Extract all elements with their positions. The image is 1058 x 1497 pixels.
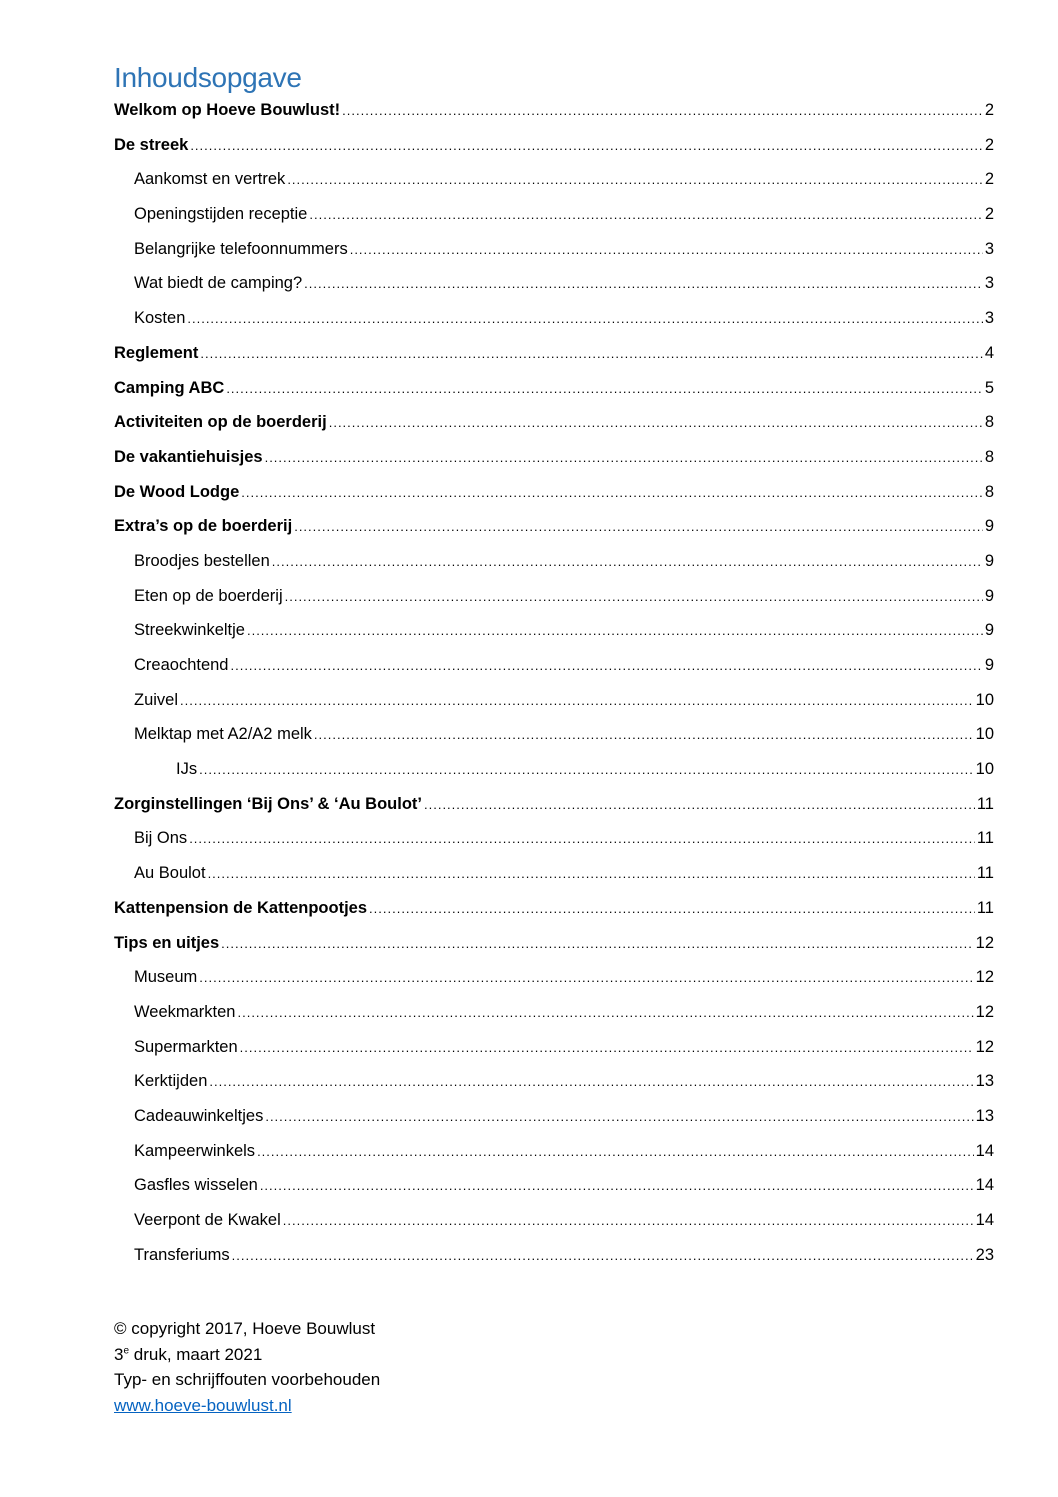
edition-suffix: e	[123, 1344, 130, 1356]
toc-entry-page-number: 11	[976, 898, 994, 917]
toc-dot-leader	[304, 267, 983, 302]
toc-dot-leader	[241, 476, 983, 511]
toc-entry-label: Streekwinkeltje	[134, 621, 245, 640]
toc-entry-label: Creaochtend	[134, 656, 229, 674]
toc-dot-leader	[329, 406, 983, 441]
toc-dot-leader	[209, 1065, 973, 1100]
toc-entry-page-number: 12	[975, 968, 994, 987]
toc-dot-leader	[369, 892, 975, 927]
toc-title: Inhoudsopgave	[114, 62, 302, 93]
toc-entry-label: Camping ABC	[114, 378, 225, 397]
toc-entry-page-number: 10	[975, 690, 994, 709]
toc-entry[interactable]	[114, 93, 994, 128]
toc-dot-leader	[226, 372, 983, 407]
toc-entry-page-number: 10	[975, 725, 994, 744]
toc-entry-label: Reglement	[114, 343, 199, 362]
toc-dot-leader	[247, 614, 983, 649]
toc-entry[interactable]	[114, 926, 994, 961]
toc-entry[interactable]	[114, 162, 994, 197]
toc-entry[interactable]	[114, 544, 994, 579]
toc-dot-leader	[294, 510, 983, 545]
toc-entry[interactable]	[114, 301, 994, 336]
toc-entry-label: Belangrijke telefoonnummers	[134, 239, 348, 258]
toc-entry[interactable]	[114, 995, 994, 1030]
table-of-contents	[114, 93, 994, 1272]
toc-entry[interactable]	[114, 787, 994, 822]
toc-entry-page-number: 9	[984, 551, 994, 570]
toc-entry[interactable]	[114, 232, 994, 267]
toc-entry-page-number: 9	[984, 621, 994, 640]
toc-entry[interactable]	[114, 266, 994, 301]
toc-dot-leader	[237, 996, 973, 1031]
toc-entry[interactable]	[114, 1168, 994, 1203]
toc-entry-label: Transferiums	[134, 1245, 230, 1264]
toc-entry-label: De vakantiehuisjes	[114, 447, 263, 466]
toc-entry-label: Cadeauwinkeltjes	[134, 1106, 264, 1125]
toc-entry-label: Au Boulot	[134, 864, 206, 883]
toc-entry-page-number: 8	[984, 482, 994, 501]
toc-dot-leader	[208, 857, 975, 892]
toc-dot-leader	[240, 1031, 974, 1066]
toc-entry-label: Kampeerwinkels	[134, 1141, 256, 1160]
toc-entry-page-number: 12	[975, 1037, 994, 1056]
toc-entry[interactable]	[114, 1064, 994, 1099]
toc-dot-leader	[221, 927, 974, 962]
toc-entry-label: Wat biedt de camping?	[134, 274, 303, 293]
toc-entry[interactable]	[114, 371, 994, 406]
toc-entry[interactable]	[114, 509, 994, 544]
toc-entry-label: Aankomst en vertrek	[134, 170, 286, 189]
toc-entry[interactable]	[114, 856, 994, 891]
toc-entry-page-number: 13	[975, 1072, 994, 1091]
toc-entry-label: Openingstijden receptie	[134, 205, 308, 224]
toc-dot-leader	[285, 580, 983, 615]
toc-entry-page-number: 10	[975, 760, 994, 779]
toc-dot-leader	[232, 1239, 974, 1274]
toc-dot-leader	[314, 718, 974, 753]
toc-entry-page-number: 3	[984, 274, 994, 293]
toc-entry-page-number: 23	[975, 1245, 994, 1264]
toc-entry[interactable]	[114, 1238, 994, 1273]
toc-entry-page-number: 12	[975, 933, 994, 952]
toc-entry-page-number: 14	[975, 1141, 994, 1160]
toc-entry[interactable]	[114, 197, 994, 232]
toc-entry-label: Broodjes bestellen	[134, 551, 270, 570]
toc-entry-label: Supermarkten	[134, 1037, 238, 1056]
toc-entry[interactable]	[114, 891, 994, 926]
toc-entry-page-number: 4	[984, 343, 994, 362]
toc-entry-page-number: 9	[984, 656, 994, 674]
toc-dot-leader	[190, 129, 983, 164]
toc-dot-leader	[309, 198, 982, 233]
toc-entry-page-number: 5	[984, 378, 994, 397]
toc-entry-label: Gasfles wisselen	[134, 1176, 258, 1195]
toc-dot-leader	[187, 302, 982, 337]
toc-entry-label: Melktap met A2/A2 melk	[134, 725, 312, 744]
toc-entry-label: De streek	[114, 135, 189, 154]
toc-entry[interactable]	[114, 1134, 994, 1169]
toc-entry[interactable]	[114, 128, 994, 163]
toc-dot-leader	[287, 163, 983, 198]
toc-entry-label: Welkom op Hoeve Bouwlust!	[114, 101, 341, 119]
toc-entry[interactable]	[114, 683, 994, 718]
toc-entry-page-number: 9	[984, 517, 994, 536]
edition-text: druk, maart 2021	[129, 1344, 263, 1364]
toc-dot-leader	[257, 1135, 974, 1170]
toc-entry[interactable]	[114, 1099, 994, 1134]
toc-dot-leader	[283, 1204, 974, 1239]
toc-entry-label: Tips en uitjes	[114, 933, 220, 952]
toc-entry-label: Activiteiten op de boerderij	[114, 413, 327, 432]
toc-entry-label: Kosten	[134, 309, 186, 328]
toc-entry-page-number: 3	[984, 309, 994, 328]
toc-entry[interactable]	[114, 1030, 994, 1065]
toc-dot-leader	[272, 545, 983, 580]
toc-entry[interactable]	[114, 648, 994, 683]
toc-entry[interactable]	[114, 613, 994, 648]
toc-entry-label: Kattenpension de Kattenpootjes	[114, 898, 368, 917]
toc-entry-label: Weekmarkten	[134, 1002, 236, 1021]
toc-entry-page-number: 11	[976, 864, 994, 883]
toc-entry-page-number: 11	[976, 829, 994, 848]
toc-entry-label: IJs	[176, 760, 198, 779]
toc-dot-leader	[342, 94, 983, 129]
toc-dot-leader	[189, 822, 975, 857]
toc-dot-leader	[424, 788, 975, 823]
toc-entry-page-number: 3	[984, 239, 994, 258]
toc-entry-page-number: 8	[984, 413, 994, 432]
toc-entry[interactable]	[114, 336, 994, 371]
toc-entry-label: Zorginstellingen ‘Bij Ons’ & ‘Au Boulot’	[114, 794, 422, 813]
toc-dot-leader	[199, 753, 974, 788]
footer	[114, 1316, 380, 1418]
toc-entry[interactable]	[114, 579, 994, 614]
toc-dot-leader	[180, 684, 974, 719]
toc-entry-label: Bij Ons	[134, 829, 188, 848]
toc-entry-label: De Wood Lodge	[114, 482, 240, 501]
toc-entry-page-number: 14	[975, 1176, 994, 1195]
toc-dot-leader	[230, 649, 982, 684]
toc-entry[interactable]	[114, 405, 994, 440]
toc-entry-label: Veerpont de Kwakel	[134, 1211, 281, 1229]
toc-entry-page-number: 11	[976, 794, 994, 813]
toc-entry-page-number: 2	[984, 135, 994, 154]
toc-entry-label: Eten op de boerderij	[134, 586, 283, 605]
toc-entry[interactable]	[114, 1203, 994, 1238]
edition-line	[114, 1342, 380, 1368]
toc-entry-label: Extra’s op de boerderij	[114, 517, 293, 536]
toc-entry-page-number: 2	[984, 101, 994, 119]
toc-entry-page-number: 9	[984, 586, 994, 605]
toc-entry[interactable]	[114, 440, 994, 475]
toc-entry-page-number: 2	[984, 205, 994, 224]
toc-dot-leader	[260, 1169, 974, 1204]
toc-entry[interactable]	[114, 752, 994, 787]
website-link[interactable]: www.hoeve-bouwlust.nl	[114, 1395, 292, 1415]
disclaimer: Typ- en schrijffouten voorbehouden	[114, 1370, 381, 1389]
copyright-notice: © copyright 2017, Hoeve Bouwlust	[114, 1319, 376, 1338]
toc-dot-leader	[265, 1100, 973, 1135]
toc-dot-leader	[200, 337, 982, 372]
toc-entry[interactable]	[114, 960, 994, 995]
toc-entry-label: Museum	[134, 968, 198, 987]
toc-entry-page-number: 8	[984, 447, 994, 466]
toc-entry-page-number: 2	[984, 170, 994, 189]
toc-entry-page-number: 13	[975, 1106, 994, 1125]
toc-dot-leader	[265, 441, 983, 476]
toc-entry[interactable]	[114, 821, 994, 856]
toc-dot-leader	[199, 961, 973, 996]
toc-entry-label: Kerktijden	[134, 1072, 208, 1091]
toc-entry[interactable]	[114, 475, 994, 510]
toc-entry-page-number: 14	[975, 1211, 994, 1229]
edition-number: 3	[114, 1344, 124, 1364]
toc-dot-leader	[350, 233, 983, 268]
toc-entry-label: Zuivel	[134, 690, 179, 709]
toc-entry[interactable]	[114, 717, 994, 752]
toc-entry-page-number: 12	[975, 1002, 994, 1021]
